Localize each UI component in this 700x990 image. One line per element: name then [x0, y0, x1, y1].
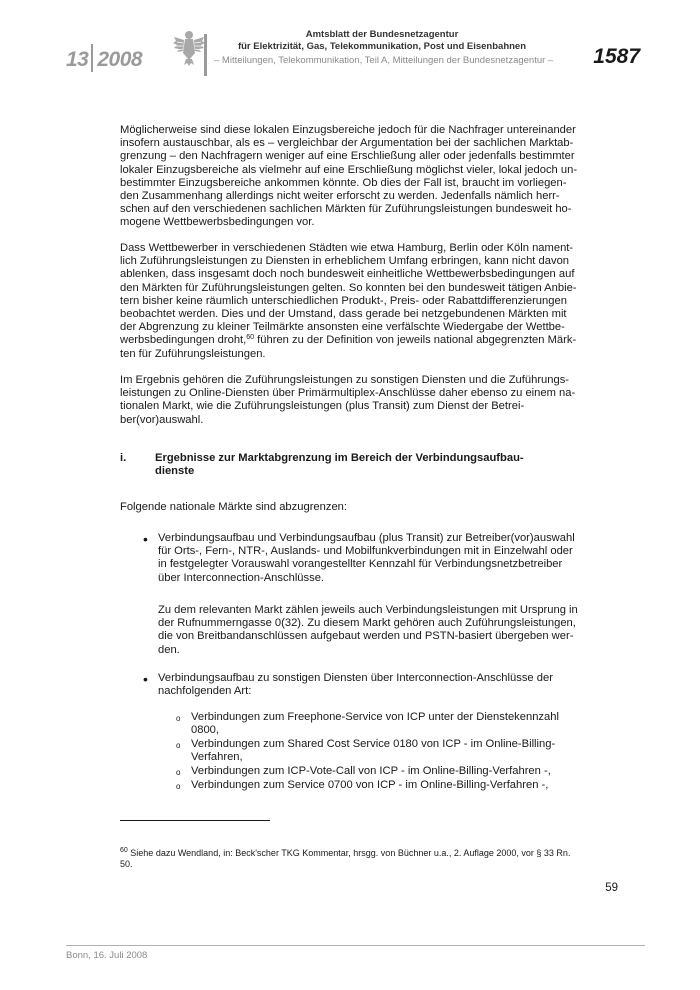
circle-bullet-icon: o — [176, 768, 181, 777]
issue-no: 13 — [66, 48, 89, 71]
section-heading-number: i. — [120, 452, 127, 464]
paragraph-2-part-b: führen zu der Definition von jeweils national abgegrenzten Märk- ten für Zuführungsleistungen. — [120, 334, 577, 360]
issue-year: 2008 — [97, 48, 143, 71]
gazette-title-line2: für Elektrizität, Gas, Telekommunikation, Post und Eisenbahnen — [237, 40, 527, 52]
section-heading-title: Ergebnisse zur Marktabgrenzung im Bereich der Verbindungsaufbau- dienste — [155, 452, 524, 478]
footer-divider — [66, 945, 645, 946]
issue-separator — [91, 44, 93, 72]
circle-bullet-icon: o — [176, 714, 181, 723]
bullet-item-1: Verbindungsaufbau und Verbindungsaufbau (plus Transit) zur Betreiber(vor)auswahl für Orts-, Fern-, NTR-, Auslands- und Mobilfunkverbindungen mit in Einzelwahl oder in festgelegter Vorauswahl vorangestellter Kennzahl für Verbindungsnetzbetreiber über Interconnection-Anschlüsse. — [158, 532, 575, 584]
bullet-icon: • — [143, 531, 148, 547]
circle-bullet-icon: o — [176, 782, 181, 791]
sub-item-4: Verbindungen zum Service 0700 von ICP - im Online-Billing-Verfahren -, — [191, 779, 549, 791]
footnote-divider — [120, 820, 270, 821]
gazette-title — [214, 29, 550, 52]
gazette-page-number: 1587 — [593, 45, 640, 68]
circle-bullet-icon: o — [176, 741, 181, 750]
paragraph-1: Möglicherweise sind diese lokalen Einzugsbereiche jedoch für die Nachfrager untereinander insofern austauschbar, als es – vergleichbar der Argumentation bei der sachlichen Marktab- grenzung – den Nachfragern weniger auf eine Erschließung aller oder jedenfalls bestimmter lokaler Einzugsbereiche als vielmehr auf eine Erschließung möglichst vieler, lokal jedoch un- bestimmter Einzugsbereiche ankommen könnte. Ob dies der Fall ist, braucht im vorliegen- den Zusammenhang allerdings nicht weiter erforscht zu werden. Jedenfalls nämlich herr- schen auf den verschiedenen sachlichen Märkten für Zuführungsleistungen bundesweit ho- mogene Wettbewerbsbedingungen vor. — [120, 124, 578, 229]
footnote-number: 60 — [120, 847, 128, 854]
bullet-icon: • — [143, 671, 148, 687]
federal-eagle-icon — [172, 27, 206, 67]
sub-item-2: Verbindungen zum Shared Cost Service 0180 von ICP - im Online-Billing- Verfahren, — [191, 738, 556, 764]
footer-date: Bonn, 16. Juli 2008 — [66, 950, 148, 961]
paragraph-2 — [120, 242, 590, 361]
paragraph-3: Im Ergebnis gehören die Zuführungsleistungen zu sonstigen Diensten und die Zuführungs- leistungen zu Online-Diensten über Primärmultiplex-Anschlüsse daher ebenso zu einem na- tionalen Markt, wie die Zuführungsleistungen (plus Transit) zum Dienst der Betrei- ber(vor)auswahl. — [120, 374, 576, 426]
intro-line: Folgende nationale Märkte sind abzugrenzen: — [120, 501, 348, 513]
gazette-subtitle: – Mitteilungen, Telekommunikation, Teil A, Mitteilungen der Bundesnetzagentur – — [214, 55, 554, 66]
gazette-title-line1: Amtsblatt der Bundesnetzagentur — [305, 29, 459, 40]
footnote-reference[interactable]: 60 — [246, 334, 255, 342]
footnote-text: Siehe dazu Wendland, in: Beck'scher TKG Kommentar, hrsgg. von Büchner u.a., 2. Auflage 2000, vor § 33 Rn. 50. — [120, 848, 571, 869]
bullet-item-1-continued: Zu dem relevanten Markt zählen jeweils auch Verbindungsleistungen mit Ursprung in der Rufnummerngasse 0(32). Zu diesem Markt gehören auch Zuführungsleistungen, die von Breitbandanschlüssen aufgebaut werden und PSTN-basiert übergeben wer- den. — [158, 604, 578, 656]
bullet-item-2: Verbindungsaufbau zu sonstigen Diensten über Interconnection-Anschlüsse der nachfolgenden Art: — [158, 672, 553, 698]
paragraph-2-part-a: Dass Wettbewerber in verschiedenen Städten wie etwa Hamburg, Berlin oder Köln nament- lich Zuführungsleistungen zu Diensten in erheblichem Umfang erbringen, kann nicht davon ablenken, dass insgesamt doch noch bundesweit einheitliche Wettbewerbsbedingungen auf den Märkten für Zuführungsleistungen gelten. So konnten bei den bundesweit tätigen Anbie- tern bisher keine räumlich unterschiedlichen Produkt-, Preis- oder Rabattdifferenzierungen beobachtet werden. Dies und der Umstand, dass gerade bei netzgebundenen Märkten mit der Abgrenzung zu kleiner Teilmärkte ansonsten eine verfälschte Wiedergabe der Wettbe- werbsbedingungen droht, — [120, 242, 577, 347]
sub-item-1: Verbindungen zum Freephone-Service von ICP unter der Dienstekennzahl 0800, — [191, 711, 559, 737]
sub-item-3: Verbindungen zum ICP-Vote-Call von ICP - im Online-Billing-Verfahren -, — [191, 765, 551, 777]
page-number: 59 — [605, 882, 618, 894]
footnote — [120, 848, 600, 870]
header-divider — [204, 34, 207, 76]
issue-number — [66, 44, 142, 72]
